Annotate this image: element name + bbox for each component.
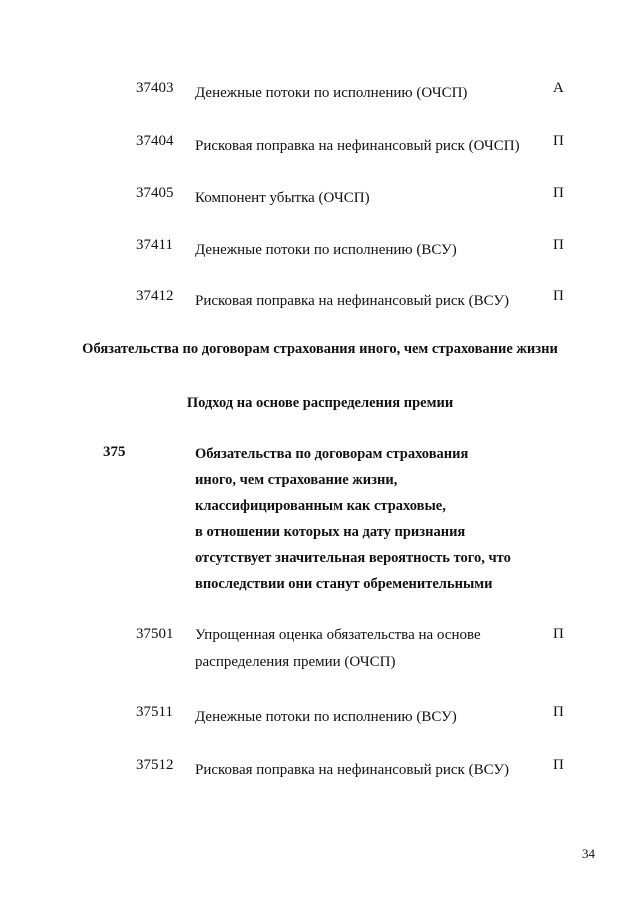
account-name: Компонент убытка (ОЧСП) — [195, 190, 370, 206]
group-title-line: впоследствии они станут обременительными — [195, 576, 493, 592]
account-code: 37501 — [136, 626, 174, 642]
account-name: Рисковая поправка на нефинансовый риск (ВСУ) — [195, 762, 510, 778]
account-code: 37405 — [136, 185, 174, 201]
group-title-line: отсутствует значительная вероятность того, что — [195, 550, 511, 566]
group-title-line: иного, чем страхование жизни, — [195, 472, 398, 488]
account-code: 37403 — [136, 80, 174, 96]
group-title-line: в отношении которых на дату признания — [195, 524, 466, 540]
account-code: 37404 — [136, 133, 174, 149]
group-title-line: Обязательства по договорам страхования — [195, 446, 469, 462]
account-type: П — [553, 185, 564, 201]
account-code: 37411 — [136, 237, 173, 253]
account-type: П — [553, 704, 564, 720]
account-name — [195, 622, 535, 676]
account-type: П — [553, 288, 564, 304]
group-title — [195, 441, 555, 597]
section-heading: Обязательства по договорам страхования иного, чем страхование жизни — [82, 341, 558, 357]
subsection-heading: Подход на основе распределения премии — [186, 395, 454, 411]
account-type: П — [553, 237, 564, 253]
group-code: 375 — [103, 444, 126, 460]
account-code: 37412 — [136, 288, 174, 304]
account-type: П — [553, 626, 564, 642]
group-title-line: классифицированным как страховые, — [195, 498, 446, 514]
page-number: 34 — [582, 846, 595, 861]
account-name-line: Упрощенная оценка обязательства на основе — [195, 627, 481, 643]
account-name-line: распределения премии (ОЧСП) — [195, 654, 396, 670]
account-type: П — [553, 133, 564, 149]
account-code: 37511 — [136, 704, 173, 720]
account-type: П — [553, 757, 564, 773]
account-name: Денежные потоки по исполнению (ВСУ) — [195, 242, 457, 258]
account-name: Рисковая поправка на нефинансовый риск (ВСУ) — [195, 293, 510, 309]
account-name: Денежные потоки по исполнению (ВСУ) — [195, 709, 457, 725]
account-type: А — [553, 80, 564, 96]
account-name: Денежные потоки по исполнению (ОЧСП) — [195, 85, 468, 101]
account-name: Рисковая поправка на нефинансовый риск (ОЧСП) — [195, 138, 520, 154]
account-code: 37512 — [136, 757, 174, 773]
